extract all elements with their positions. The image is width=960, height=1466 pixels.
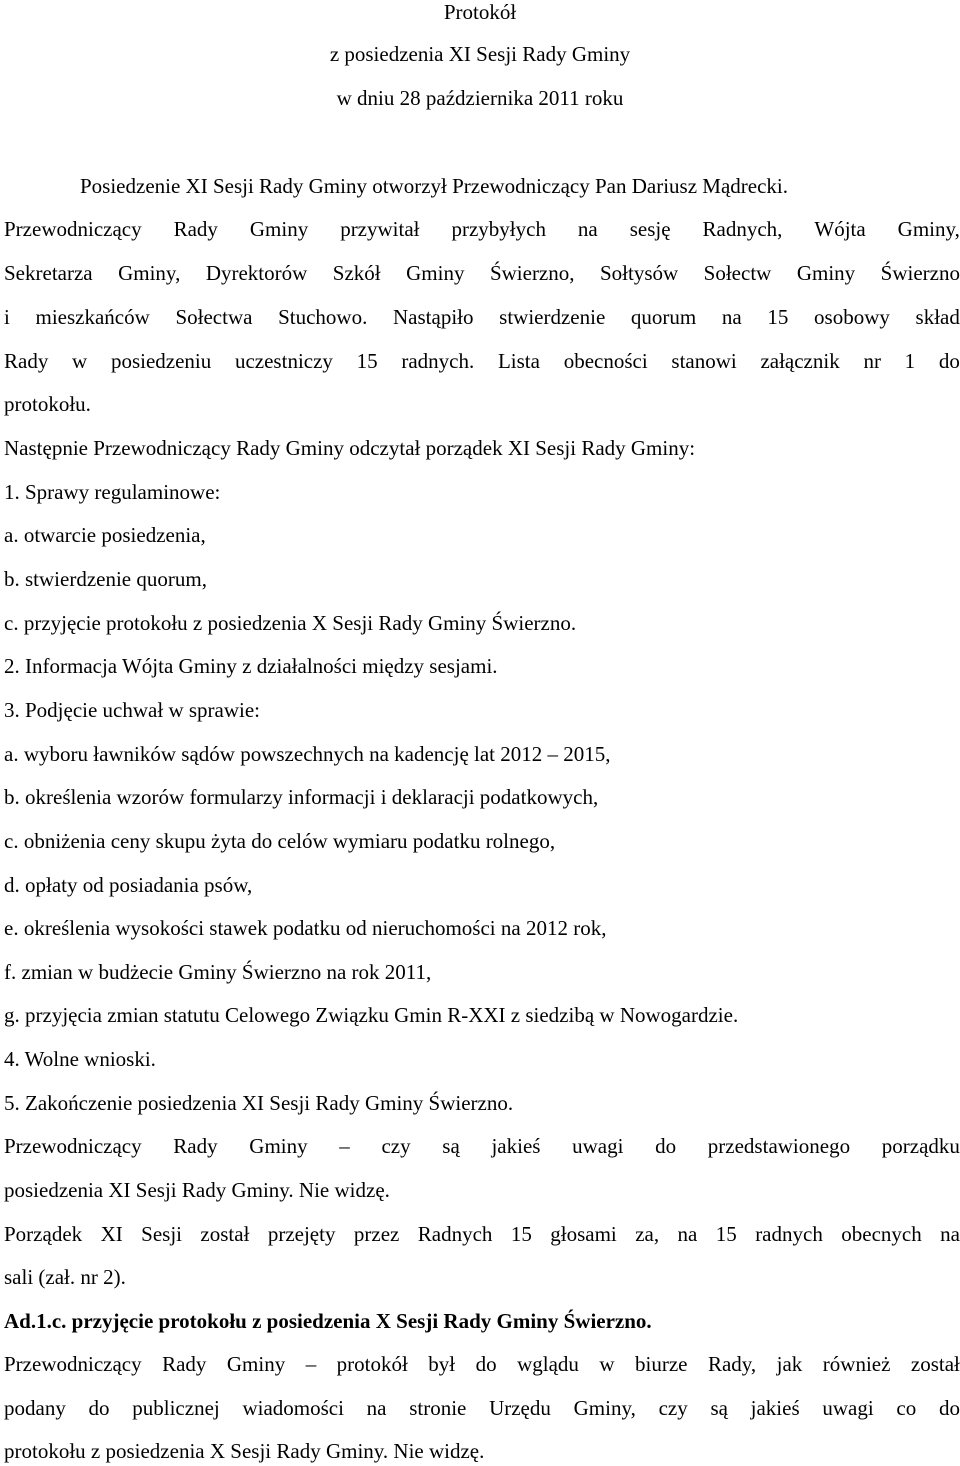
paragraph-line: Przewodniczący Rady Gminy – czy są jakieś uwagi do przedstawionego porządku	[4, 1134, 960, 1158]
paragraph-line: Następnie Przewodniczący Rady Gminy odczytał porządek XI Sesji Rady Gminy:	[4, 436, 696, 460]
paragraph-line: Rady w posiedzeniu uczestniczy 15 radnych. Lista obecności stanowi załącznik nr 1 do	[4, 349, 960, 373]
agenda-item: c. przyjęcie protokołu z posiedzenia X Sesji Rady Gminy Świerzno.	[4, 611, 577, 635]
document-subtitle: z posiedzenia XI Sesji Rady Gminy	[329, 42, 631, 66]
paragraph-line: Posiedzenie XI Sesji Rady Gminy otworzył Przewodniczący Pan Dariusz Mądrecki.	[80, 174, 788, 198]
agenda-item: f. zmian w budżecie Gminy Świerzno na rok 2011,	[4, 960, 432, 984]
agenda-item: 2. Informacja Wójta Gminy z działalności między sesjami.	[4, 654, 498, 678]
agenda-item: a. wyboru ławników sądów powszechnych na kadencję lat 2012 – 2015,	[4, 742, 611, 766]
agenda-item: e. określenia wysokości stawek podatku od nieruchomości na 2012 rok,	[4, 916, 607, 940]
agenda-item: g. przyjęcia zmian statutu Celowego Związku Gmin R-XXI z siedzibą w Nowogardzie.	[4, 1003, 739, 1027]
agenda-item: a. otwarcie posiedzenia,	[4, 523, 206, 547]
paragraph-line: podany do publicznej wiadomości na stronie Urzędu Gminy, czy są jakieś uwagi co do	[4, 1396, 960, 1420]
paragraph-line: protokołu.	[4, 392, 91, 416]
paragraph-line: Sekretarza Gminy, Dyrektorów Szkół Gminy Świerzno, Sołtysów Sołectw Gminy Świerzno	[4, 261, 960, 285]
agenda-item: 5. Zakończenie posiedzenia XI Sesji Rady Gminy Świerzno.	[4, 1091, 514, 1115]
agenda-item: 4. Wolne wnioski.	[4, 1047, 156, 1071]
agenda-item: c. obniżenia ceny skupu żyta do celów wymiaru podatku rolnego,	[4, 829, 556, 853]
paragraph-line: i mieszkańców Sołectwa Stuchowo. Nastąpiło stwierdzenie quorum na 15 osobowy skład	[4, 305, 960, 329]
document-title: Protokół	[443, 0, 517, 24]
paragraph-line: protokołu z posiedzenia X Sesji Rady Gminy. Nie widzę.	[4, 1439, 485, 1463]
paragraph-line: sali (zał. nr 2).	[4, 1265, 126, 1289]
document-date: w dniu 28 października 2011 roku	[336, 86, 624, 110]
agenda-item: 3. Podjęcie uchwał w sprawie:	[4, 698, 261, 722]
paragraph-line: Przewodniczący Rady Gminy przywitał przybyłych na sesję Radnych, Wójta Gminy,	[4, 217, 960, 241]
agenda-item: b. stwierdzenie quorum,	[4, 567, 207, 591]
agenda-item: 1. Sprawy regulaminowe:	[4, 480, 221, 504]
paragraph-line: Porządek XI Sesji został przejęty przez Radnych 15 głosami za, na 15 radnych obecnych na	[4, 1222, 960, 1246]
section-heading: Ad.1.c. przyjęcie protokołu z posiedzenia X Sesji Rady Gminy Świerzno.	[4, 1309, 652, 1333]
agenda-item: b. określenia wzorów formularzy informacji i deklaracji podatkowych,	[4, 785, 599, 809]
agenda-item: d. opłaty od posiadania psów,	[4, 873, 253, 897]
paragraph-line: posiedzenia XI Sesji Rady Gminy. Nie widzę.	[4, 1178, 390, 1202]
paragraph-line: Przewodniczący Rady Gminy – protokół był do wglądu w biurze Rady, jak również został	[4, 1352, 960, 1376]
